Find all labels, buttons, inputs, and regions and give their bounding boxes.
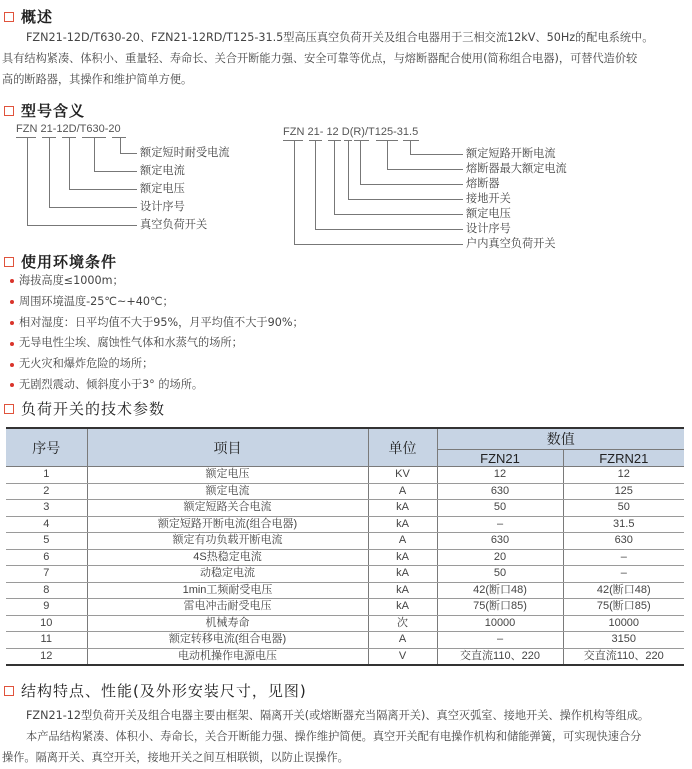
code-part: T630 [79, 123, 105, 135]
cell-b: 交直流110、220 [563, 648, 684, 665]
table-row [6, 533, 684, 550]
section-title-text: 负荷开关的技术参数 [21, 400, 166, 418]
cell-unit: kA [368, 516, 437, 533]
code-part: D/ [68, 123, 80, 135]
section-title-text: 使用环境条件 [21, 253, 118, 271]
square-bullet-icon [4, 257, 14, 267]
cell-b: 10000 [563, 615, 684, 632]
header-unit: 单位 [368, 428, 437, 467]
code-part: / [364, 126, 369, 138]
environment-list [10, 271, 304, 396]
cell-unit: A [368, 632, 437, 649]
square-bullet-icon [4, 686, 14, 696]
cell-item: 雷电冲击耐受电压 [87, 599, 368, 616]
list-item [10, 271, 304, 292]
cell-unit: KV [368, 467, 437, 484]
meaning-label: 额定电压 [140, 182, 185, 195]
cell-b: – [563, 566, 684, 583]
list-item-text: 相对湿度：日平均值不大于95%，月平均值不大于90%； [19, 315, 304, 329]
meaning-label: 熔断器最大额定电流 [466, 162, 567, 175]
cell-item: 动稳定电流 [87, 566, 368, 583]
section-title-text: 型号含义 [21, 102, 86, 120]
code-part: FZN [16, 123, 38, 135]
bullet-dot-icon [10, 300, 14, 304]
meaning-label: 设计序号 [466, 222, 511, 235]
cell-no: 11 [6, 632, 87, 649]
cell-item: 额定转移电流(组合电器) [87, 632, 368, 649]
overview-line-1: FZN21-12D/T630-20、FZN21-12RD/T125-31.5型高压真空负荷开关及组合电器用于三相交流12kV、50Hz的配电系统中。 [26, 31, 654, 44]
cell-unit: kA [368, 582, 437, 599]
bullet-dot-icon [10, 383, 14, 387]
table-row [6, 500, 684, 517]
list-item [10, 375, 304, 396]
cell-item: 额定电流 [87, 483, 368, 500]
table-row [6, 632, 684, 649]
cell-a: 75(断口85) [437, 599, 563, 616]
cell-item: 4S热稳定电流 [87, 549, 368, 566]
overview-line-2: 具有结构紧凑、体积小、重量轻、寿命长、关合开断能力强、安全可靠等优点，与熔断器配合使用(简称组合电器)，可替代造价较 [2, 52, 638, 65]
cell-unit: kA [368, 599, 437, 616]
code-part: - [393, 126, 397, 138]
section-title-text: 结构特点、性能(及外形安装尺寸，见图) [21, 682, 307, 700]
list-item-text: 周围环境温度-25℃~+40℃； [19, 294, 174, 308]
meaning-label: 接地开关 [466, 192, 511, 205]
code-part: - [104, 123, 109, 135]
meaning-label: 额定短时耐受电流 [140, 146, 230, 159]
header-fzrn21: FZRN21 [563, 450, 684, 467]
cell-item: 额定有功负载开断电流 [87, 533, 368, 550]
cell-b: 31.5 [563, 516, 684, 533]
section-title-structure [4, 680, 307, 701]
bullet-dot-icon [10, 321, 14, 325]
cell-item: 额定短路关合电流 [87, 500, 368, 517]
cell-b: 630 [563, 533, 684, 550]
meaning-label: 熔断器 [466, 177, 500, 190]
cell-no: 10 [6, 615, 87, 632]
list-item [10, 333, 304, 354]
model-code-right [283, 126, 418, 138]
bullet-dot-icon [10, 363, 14, 367]
meaning-label: 额定短路开断电流 [466, 147, 556, 160]
code-part: - [319, 126, 324, 138]
cell-a: 630 [437, 483, 563, 500]
structure-line-3: 操作。隔离开关、真空开关，接地开关之间互相联锁，以防止误操作。 [2, 751, 349, 764]
cell-no: 8 [6, 582, 87, 599]
code-part: 21 [40, 123, 53, 135]
cell-a: 交直流110、220 [437, 648, 563, 665]
structure-line-2: 本产品结构紧凑、体积小、寿命长，关合开断能力强、操作维护简便。真空开关配有电操作机构和储能弹簧，可实现快速合分 [26, 730, 642, 743]
section-title-model [4, 100, 85, 121]
table-row [6, 566, 684, 583]
table-row [6, 582, 684, 599]
code-part: 21 [307, 126, 320, 138]
cell-a: 42(断口48) [437, 582, 563, 599]
cell-b: 3150 [563, 632, 684, 649]
cell-item: 额定短路开断电流(组合电器) [87, 516, 368, 533]
cell-no: 9 [6, 599, 87, 616]
cell-item: 电动机操作电源电压 [87, 648, 368, 665]
header-item: 项目 [87, 428, 368, 467]
table-row [6, 516, 684, 533]
cell-no: 3 [6, 500, 87, 517]
cell-unit: kA [368, 566, 437, 583]
list-item-text: 无剧烈震动、倾斜度小于3° 的场所。 [19, 377, 204, 391]
code-part: T125 [368, 126, 394, 138]
table-row [6, 615, 684, 632]
code-part: 31.5 [396, 126, 419, 138]
diagram-line [294, 140, 463, 245]
section-title-environment [4, 251, 117, 272]
meaning-label: 额定电流 [140, 164, 185, 177]
cell-unit: kA [368, 500, 437, 517]
code-part: (R) [349, 126, 365, 138]
table-row [6, 648, 684, 665]
cell-unit: V [368, 648, 437, 665]
cell-unit: A [368, 483, 437, 500]
square-bullet-icon [4, 106, 14, 116]
table-row [6, 467, 684, 484]
code-part: 12 [56, 123, 69, 135]
spec-table [6, 427, 684, 666]
code-part: FZN [283, 126, 305, 138]
overview-paragraph [2, 27, 690, 90]
cell-b: 12 [563, 467, 684, 484]
structure-paragraph [2, 705, 690, 768]
overview-line-3: 高的断路器，其操作和维护简单方便。 [2, 73, 193, 86]
cell-b: – [563, 549, 684, 566]
cell-unit: A [368, 533, 437, 550]
section-title-specs [4, 398, 165, 419]
cell-a: – [437, 516, 563, 533]
cell-a: 20 [437, 549, 563, 566]
meaning-label: 设计序号 [140, 200, 185, 213]
model-code-left [16, 123, 121, 135]
cell-unit: 次 [368, 615, 437, 632]
meaning-label: 额定电压 [466, 207, 511, 220]
cell-no: 6 [6, 549, 87, 566]
bullet-dot-icon [10, 342, 14, 346]
section-title-overview [4, 6, 53, 27]
code-part: D [341, 126, 350, 138]
cell-no: 5 [6, 533, 87, 550]
list-item [10, 292, 304, 313]
cell-item: 1min工频耐受电压 [87, 582, 368, 599]
table-row [6, 483, 684, 500]
diagram-line [27, 137, 137, 226]
cell-a: 12 [437, 467, 563, 484]
cell-unit: kA [368, 549, 437, 566]
table-row [6, 549, 684, 566]
cell-a: – [437, 632, 563, 649]
section-title-text: 概述 [21, 8, 54, 26]
cell-no: 12 [6, 648, 87, 665]
table-row [6, 599, 684, 616]
cell-no: 4 [6, 516, 87, 533]
meaning-label: 户内真空负荷开关 [466, 237, 556, 250]
list-item [10, 313, 304, 334]
cell-item: 额定电压 [87, 467, 368, 484]
square-bullet-icon [4, 12, 14, 22]
header-fzn21: FZN21 [437, 450, 563, 467]
list-item [10, 354, 304, 375]
code-part: 12 [326, 126, 339, 138]
square-bullet-icon [4, 404, 14, 414]
list-item-text: 海拔高度≤1000m； [19, 274, 124, 287]
cell-b: 75(断口85) [563, 599, 684, 616]
cell-item: 机械寿命 [87, 615, 368, 632]
cell-no: 1 [6, 467, 87, 484]
cell-b: 42(断口48) [563, 582, 684, 599]
cell-a: 50 [437, 566, 563, 583]
list-item-text: 无火灾和爆炸危险的场所； [19, 357, 154, 371]
code-part: 20 [108, 123, 121, 135]
header-no: 序号 [6, 428, 87, 467]
cell-a: 630 [437, 533, 563, 550]
header-value: 数值 [437, 428, 684, 450]
code-part: - [52, 123, 57, 135]
structure-line-1: FZN21-12型负荷开关及组合电器主要由框架、隔离开关(或熔断器充当隔离开关)、真空灭弧室、接地开关、操作机构等组成。 [26, 709, 650, 722]
list-item-text: 无导电性尘埃、腐蚀性气体和水蒸气的场所； [19, 336, 243, 350]
cell-no: 7 [6, 566, 87, 583]
cell-b: 125 [563, 483, 684, 500]
cell-a: 10000 [437, 615, 563, 632]
bullet-dot-icon [10, 279, 14, 283]
cell-no: 2 [6, 483, 87, 500]
cell-a: 50 [437, 500, 563, 517]
cell-b: 50 [563, 500, 684, 517]
meaning-label: 真空负荷开关 [140, 218, 208, 231]
